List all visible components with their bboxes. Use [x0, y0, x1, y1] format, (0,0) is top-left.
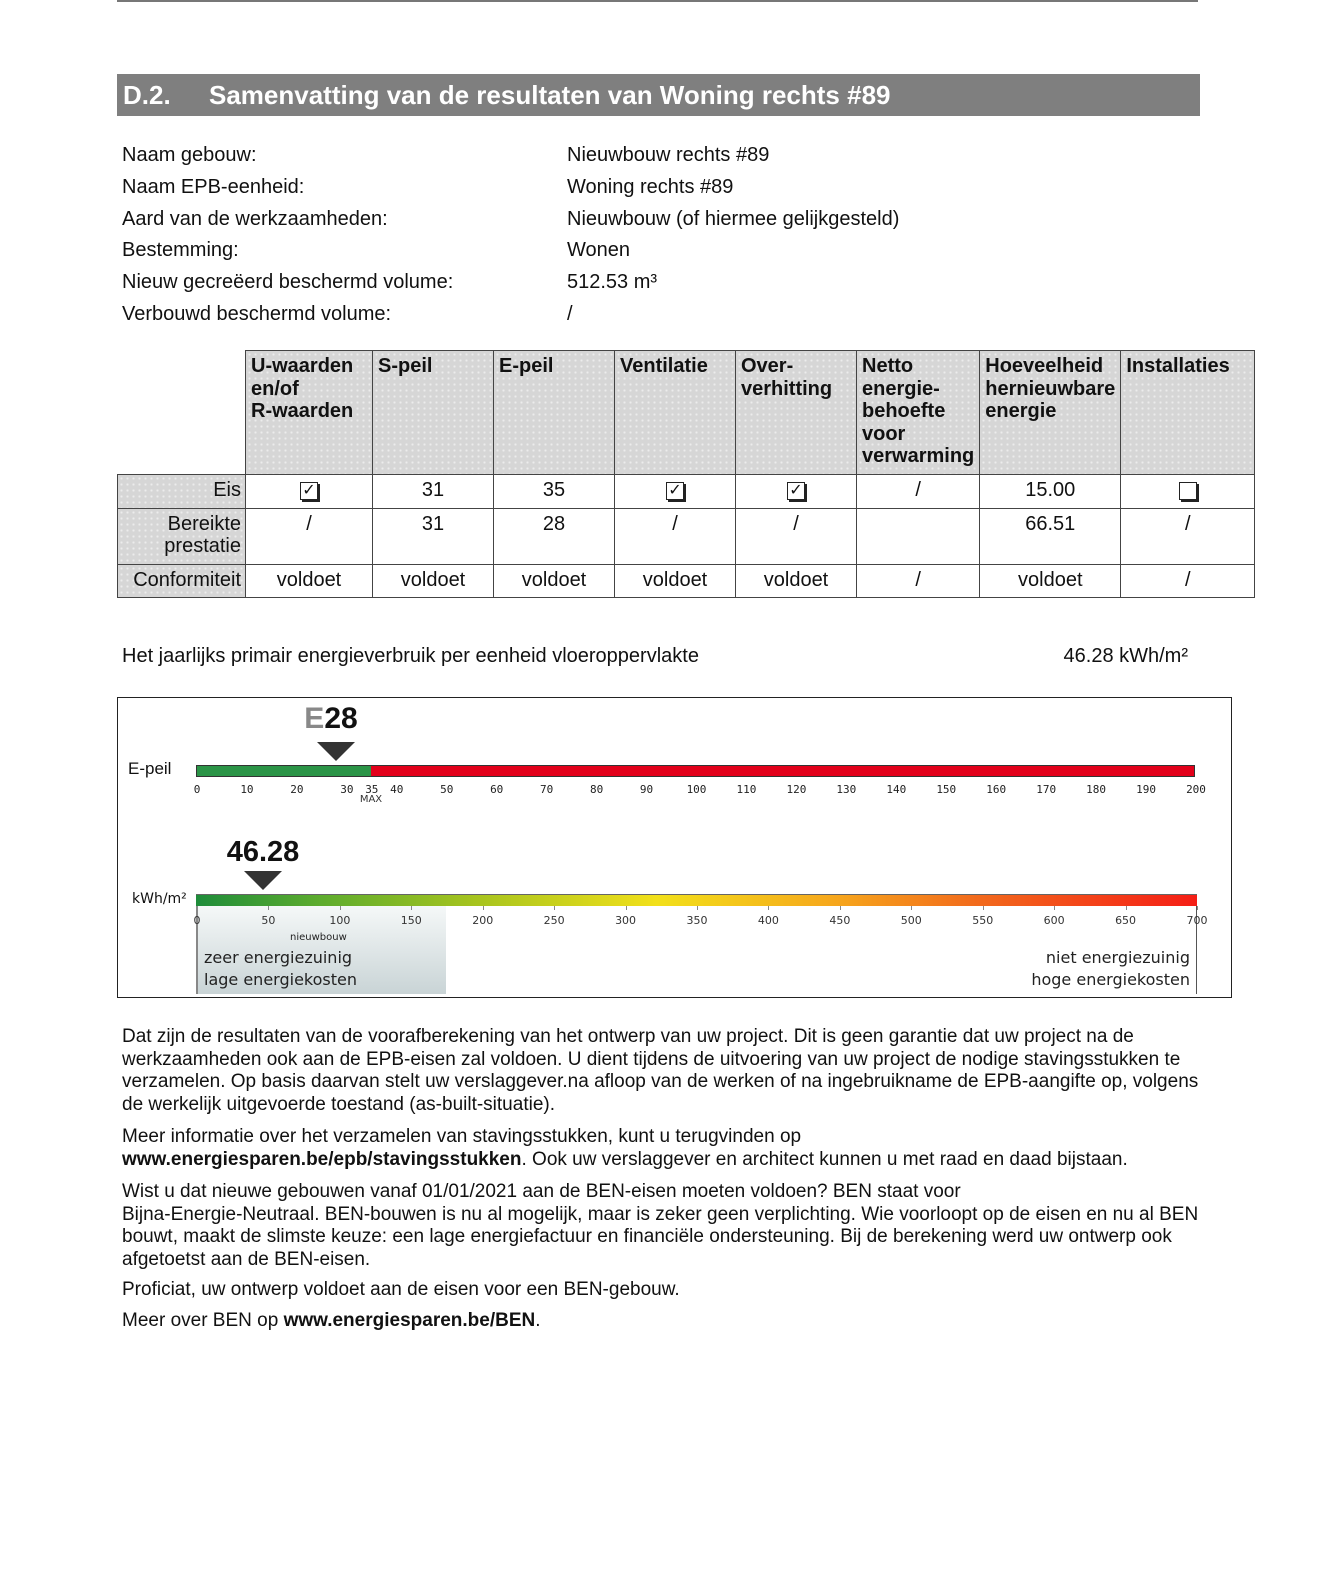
- table-cell: 35: [494, 475, 615, 509]
- info-value: Nieuwbouw rechts #89: [567, 144, 770, 167]
- epeil-tick-label: 190: [1136, 783, 1156, 796]
- info-value: Wonen: [567, 239, 631, 262]
- section-header: [117, 74, 1200, 116]
- table-row: [118, 509, 1255, 565]
- epeil-tick-label: 130: [836, 783, 857, 796]
- kwh-tick-mark: [197, 906, 198, 910]
- epeil-fail-zone: [371, 766, 1194, 776]
- kwh-bar: [196, 894, 1197, 906]
- table-cell: /: [857, 475, 980, 509]
- paragraph-disclaimer: Dat zijn de resultaten van de voorafberekening van het ontwerp van uw project. Dit is geen garantie dat uw project na de werkzaamheden ook aan de EPB-eisen zal voldoen. U dient tijdens de uitvoering van uw project de nodige stavingsstukken te verzamelen. Op basis daarvan stelt uw verslaggever.na afloop van de werken of na ingebruikname de EPB-aangifte op, volgens de werkelijk uitgevoerde toestand (as-built-situatie).: [122, 1026, 1199, 1115]
- kwh-tick-label: 200: [472, 914, 494, 927]
- table-cell: voldoet: [980, 565, 1121, 598]
- kwh-score: 46.28: [226, 836, 300, 868]
- epeil-pass-zone: [197, 766, 371, 776]
- kwh-tick-label: 250: [543, 914, 565, 927]
- kwh-marker-icon: [244, 871, 282, 890]
- corner-cell: [118, 351, 246, 475]
- kwh-tick-mark: [483, 906, 484, 910]
- paragraph-ben-info: Wist u dat nieuwe gebouwen vanaf 01/01/2021 aan de BEN-eisen moeten voldoen? BEN staat voor Bijna-Energie-Neutraal. BEN-bouwen is nu al mogelijk, maar is zeker geen verplichting. Wie voorloopt op de eisen en nu al BEN bouwt, maakt de slimste keuze: een lage energiefactuur en financiële ondersteuning. Bij de berekening werd uw ontwerp ook afgetoetst aan de BEN-eisen.: [122, 1181, 1199, 1270]
- info-label: Aard van de werkzaamheden:: [122, 207, 388, 230]
- kwh-tick-mark: [768, 906, 769, 910]
- epeil-tick-label: 80: [589, 783, 604, 796]
- column-header: Installaties: [1121, 351, 1255, 475]
- epeil-tick-label: 0: [193, 783, 201, 796]
- table-cell: /: [615, 509, 736, 565]
- kwh-tick-mark: [983, 906, 984, 910]
- info-label: Naam EPB-eenheid:: [122, 176, 305, 199]
- table-cell: /: [857, 565, 980, 598]
- kwh-tick-mark: [554, 906, 555, 910]
- table-cell: [246, 475, 373, 509]
- table-cell: [615, 475, 736, 509]
- kwh-tick-label: 700: [1186, 914, 1208, 927]
- epeil-label: E-peil: [128, 759, 172, 778]
- epeil-tick-label: 140: [886, 783, 907, 796]
- primary-energy-value: 46.28 kWh/m²: [1063, 645, 1188, 667]
- row-label: Bereikte prestatie: [118, 509, 246, 565]
- info-row: [122, 140, 899, 172]
- info-value: Nieuwbouw (of hiermee gelijkgesteld): [567, 207, 900, 230]
- low-cost-text: lage energiekosten: [204, 970, 357, 989]
- kwh-tick-mark: [697, 906, 698, 910]
- paragraph-more-info: Meer informatie over het verzamelen van stavingsstukken, kunt u terugvinden op www.energiesparen.be/epb/stavingsstukken. Ook uw verslaggever en architect kunnen u met raad en daad bijstaan.: [122, 1126, 1128, 1170]
- energy-gauges: [117, 697, 1232, 998]
- info-label: Nieuw gecreëerd beschermd volume:: [122, 271, 454, 294]
- kwh-tick-label: 550: [972, 914, 994, 927]
- table-cell: [1121, 475, 1255, 509]
- kwh-tick-label: 500: [900, 914, 922, 927]
- info-row: [122, 235, 899, 267]
- paragraph-congrats: Proficiat, uw ontwerp voldoet aan de eisen voor een BEN-gebouw.: [122, 1279, 680, 1300]
- kwh-tick-label: 400: [757, 914, 779, 927]
- table-cell: /: [1121, 509, 1255, 565]
- table-cell: /: [246, 509, 373, 565]
- table-cell: /: [736, 509, 857, 565]
- epeil-score: E28: [304, 702, 358, 735]
- paragraph-ben-link: Meer over BEN op www.energiesparen.be/BEN.: [122, 1310, 541, 1331]
- epeil-tick-label: 120: [786, 783, 807, 796]
- table-cell: /: [1121, 565, 1255, 598]
- kwh-tick-mark: [1197, 906, 1198, 910]
- column-header: E-peil: [494, 351, 615, 475]
- epeil-tick-label: 35: [365, 783, 379, 796]
- table-cell: 31: [373, 475, 494, 509]
- primary-energy-line: [122, 645, 1188, 668]
- table-row: [118, 475, 1255, 509]
- kwh-tick-mark: [268, 906, 269, 910]
- table-cell: voldoet: [494, 565, 615, 598]
- table-cell: 31: [373, 509, 494, 565]
- kwh-tick-mark: [1054, 906, 1055, 910]
- info-value: 512.53 m³: [567, 271, 658, 294]
- link-stavingsstukken[interactable]: www.energiesparen.be/epb/stavingsstukken: [122, 1148, 522, 1170]
- section-number: D.2.: [123, 79, 171, 110]
- epeil-tick-label: 160: [986, 783, 1007, 796]
- epeil-tick-label: 200: [1186, 783, 1206, 796]
- table-cell: voldoet: [246, 565, 373, 598]
- checkbox-checked-icon: ✓: [666, 482, 684, 500]
- kwh-tick-label: 350: [686, 914, 708, 927]
- results-table: [117, 350, 1255, 598]
- table-header-row: [118, 351, 1255, 475]
- kwh-tick-label: 0: [193, 914, 201, 927]
- table-cell: voldoet: [736, 565, 857, 598]
- epeil-tick-label: 20: [290, 783, 304, 796]
- checkbox-checked-icon: ✓: [787, 482, 805, 500]
- epeil-tick-label: 50: [440, 783, 454, 796]
- info-label: Verbouwd beschermd volume:: [122, 302, 392, 325]
- checkbox-unchecked-icon: [1179, 482, 1197, 500]
- kwh-tick-label: 50: [261, 914, 276, 927]
- newbuild-label: nieuwbouw: [290, 932, 347, 943]
- kwh-tick-label: 600: [1043, 914, 1065, 927]
- table-cell: [857, 509, 980, 565]
- info-value: Woning rechts #89: [567, 176, 734, 199]
- column-header: Hoeveelheid hernieuwbare energie: [980, 351, 1121, 475]
- table-cell: [736, 475, 857, 509]
- column-header: Over- verhitting: [736, 351, 857, 475]
- table-row: [118, 565, 1255, 598]
- epeil-max-label: MAX: [359, 794, 383, 805]
- kwh-tick-mark: [411, 906, 412, 910]
- kwh-tick-mark: [1126, 906, 1127, 910]
- column-header: Ventilatie: [615, 351, 736, 475]
- column-header: Netto energie- behoefte voor verwarming: [857, 351, 980, 475]
- kwh-tick-mark: [911, 906, 912, 910]
- info-row: [122, 172, 899, 204]
- epeil-tick-label: 180: [1086, 783, 1107, 796]
- epeil-tick-label: 10: [240, 783, 254, 796]
- epeil-tick-label: 60: [490, 783, 504, 796]
- kwh-tick-label: 150: [400, 914, 422, 927]
- info-row: [122, 267, 899, 299]
- table-cell: voldoet: [373, 565, 494, 598]
- top-rule: [117, 0, 1198, 2]
- epeil-bar: [196, 765, 1195, 777]
- inefficient-zone: [997, 906, 1197, 994]
- primary-energy-label: Het jaarlijks primair energieverbruik per eenheid vloeroppervlakte: [122, 645, 699, 667]
- epeil-tick-label: 30: [340, 783, 354, 796]
- info-row: [122, 298, 899, 330]
- column-header: S-peil: [373, 351, 494, 475]
- info-label: Bestemming:: [122, 239, 239, 262]
- table-cell: 28: [494, 509, 615, 565]
- table-cell: 15.00: [980, 475, 1121, 509]
- epeil-tick-label: 70: [540, 783, 554, 796]
- row-label: Conformiteit: [118, 565, 246, 598]
- epeil-tick-label: 90: [639, 783, 654, 796]
- column-header: U-waarden en/of R-waarden: [246, 351, 373, 475]
- high-cost-text: hoge energiekosten: [1031, 970, 1190, 989]
- info-row: [122, 203, 899, 235]
- epeil-marker-icon: [317, 742, 355, 761]
- kwh-tick-label: 300: [615, 914, 637, 927]
- row-label: Eis: [118, 475, 246, 509]
- epeil-tick-label: 40: [390, 783, 404, 796]
- section-title: Samenvatting van de resultaten van Woning rechts #89: [209, 79, 891, 110]
- info-value: /: [567, 302, 573, 325]
- building-info: [122, 140, 899, 330]
- link-ben[interactable]: www.energiesparen.be/BEN: [283, 1310, 536, 1331]
- kwh-tick-mark: [340, 906, 341, 910]
- epeil-tick-label: 170: [1036, 783, 1057, 796]
- epeil-tick-label: 100: [686, 783, 707, 796]
- table-cell: voldoet: [615, 565, 736, 598]
- checkbox-checked-icon: ✓: [300, 482, 318, 500]
- kwh-label: kWh/m²: [132, 891, 187, 907]
- kwh-tick-label: 450: [829, 914, 851, 927]
- efficient-text: zeer energiezuinig: [204, 948, 353, 967]
- kwh-tick-mark: [840, 906, 841, 910]
- table-cell: 66.51: [980, 509, 1121, 565]
- epeil-tick-label: 150: [936, 783, 957, 796]
- inefficient-text: niet energiezuinig: [1045, 948, 1190, 967]
- kwh-tick-label: 100: [329, 914, 351, 927]
- info-label: Naam gebouw:: [122, 144, 257, 167]
- kwh-tick-label: 650: [1115, 914, 1137, 927]
- kwh-tick-mark: [626, 906, 627, 910]
- epeil-tick-label: 110: [736, 783, 757, 796]
